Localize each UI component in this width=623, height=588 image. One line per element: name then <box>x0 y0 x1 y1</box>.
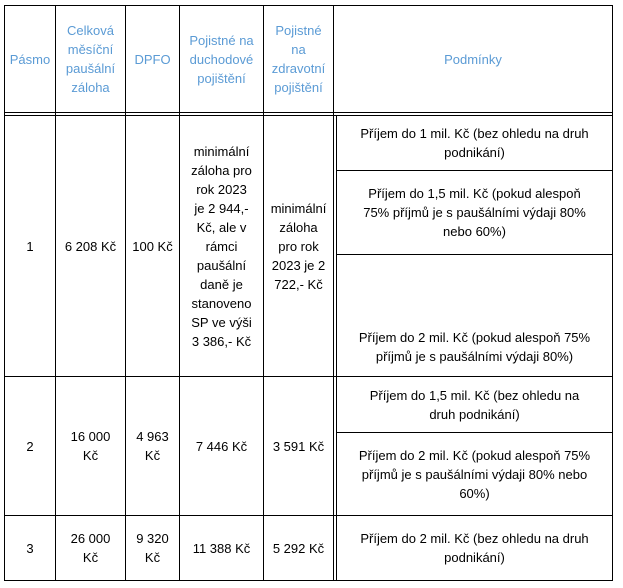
table-border-bottom <box>4 580 613 581</box>
header-podminky: Podmínky <box>444 51 502 67</box>
row2-zdravotni: 3 591 Kč <box>272 438 325 454</box>
header-duchodove: Pojistné na duchodové pojištění <box>189 32 254 86</box>
row1-zdravotni: minimální záloha pro rok 2023 je 2 722,- Kč <box>270 200 327 292</box>
row1-zaloha: 6 208 Kč <box>64 238 117 254</box>
row2-duchodove: 7 446 Kč <box>195 438 248 454</box>
row2-condition-1: Příjem do 1,5 mil. Kč (bez ohledu na druh podnikání) <box>369 387 580 422</box>
row3-pasmo: 3 <box>26 540 34 556</box>
row2-pasmo: 2 <box>26 438 34 454</box>
table-border-right <box>612 5 613 581</box>
header-zaloha: Celková měsíční paušální záloha <box>65 23 116 95</box>
row3-dpfo: 9 320 Kč <box>136 531 169 565</box>
row2-condition-2: Příjem do 2 mil. Kč (pokud alespoň 75% příjmů je s paušálními výdaji 80% nebo 60%) <box>358 447 591 501</box>
row1-condition-1: Příjem do 1 mil. Kč (bez ohledu na druh podnikání) <box>360 126 589 160</box>
row1-dpfo: 100 Kč <box>132 238 173 254</box>
row1-pasmo: 1 <box>26 238 34 254</box>
row3-zaloha: 26 000 Kč <box>70 531 111 565</box>
header-divider <box>4 112 613 113</box>
row3-condition-1: Příjem do 2 mil. Kč (bez ohledu na druh podnikání) <box>360 531 589 565</box>
header-pasmo: Pásmo <box>9 51 51 67</box>
row3-duchodove: 11 388 Kč <box>192 540 251 556</box>
row2-zaloha: 16 000 Kč <box>70 429 111 463</box>
row1-duchodove: minimální záloha pro rok 2023 je 2 944,- Kč, ale v rámci paušální daně je stanoveno SP ve výši 3 386,- Kč <box>191 143 252 349</box>
row1-condition-2: Příjem do 1,5 mil. Kč (pokud alespoň 75% příjmů je s paušálními výdaji 80% nebo 60%) <box>363 186 586 239</box>
header-dpfo: DPFO <box>134 51 171 67</box>
row1-condition-3: Příjem do 2 mil. Kč (pokud alespoň 75% příjmů je s paušálními výdaji 80%) <box>358 330 591 364</box>
row3-zdravotni: 5 292 Kč <box>272 540 325 556</box>
pausalni-dan-table <box>4 5 613 581</box>
header-zdravotni: Pojistné na zdravotní pojištění <box>271 23 326 95</box>
row2-dpfo: 4 963 Kč <box>136 429 169 463</box>
